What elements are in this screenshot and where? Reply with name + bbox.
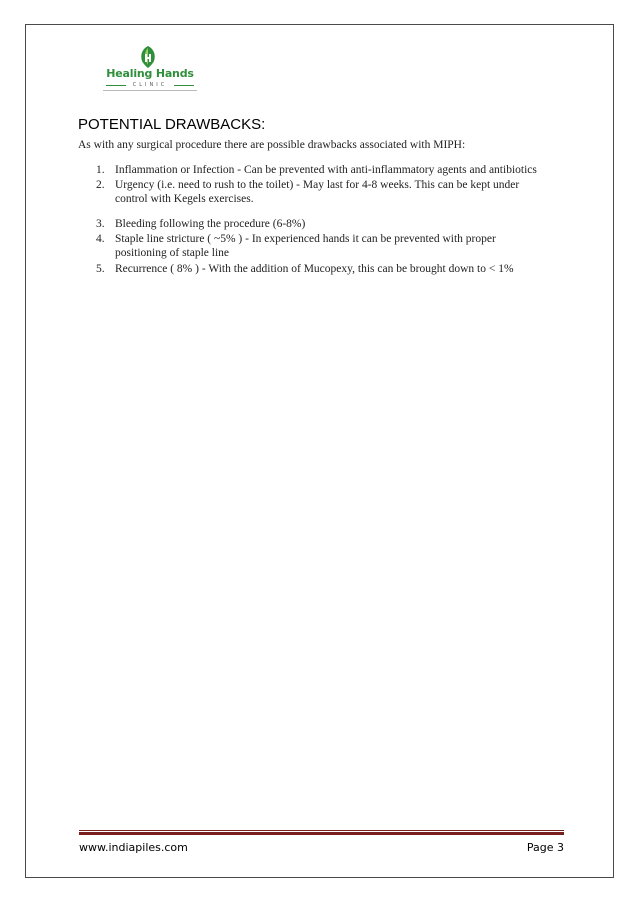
list-item-number: 5.: [96, 263, 105, 275]
list-item-number: 3.: [96, 218, 105, 230]
section-intro: As with any surgical procedure there are possible drawbacks associated with MIPH:: [78, 139, 466, 151]
list-item-text: [115, 217, 575, 231]
list-item-text: [115, 262, 575, 276]
list-item-line: Staple line stricture ( ~5% ) - In experienced hands it can be prevented with proper: [115, 233, 496, 245]
list-item-text: [115, 163, 575, 177]
list-item-number: 1.: [96, 164, 105, 176]
list-item-line: Bleeding following the procedure (6-8%): [115, 218, 306, 230]
list-item-text: [115, 232, 575, 260]
page-border: [25, 24, 614, 878]
list-item-line: control with Kegels exercises.: [115, 193, 254, 205]
logo-subtitle: CLINIC: [132, 82, 168, 88]
list-item-line: Urgency (i.e. need to rush to the toilet) - May last for 4-8 weeks. This can be kept under: [115, 179, 520, 191]
list-item-number: 2.: [96, 179, 105, 191]
logo-rule-right: [174, 85, 194, 86]
footer-rule-thick: [79, 832, 564, 835]
footer-website: www.indiapiles.com: [79, 841, 188, 854]
section-heading: POTENTIAL DRAWBACKS:: [78, 116, 266, 133]
footer-rule: [79, 830, 564, 831]
clinic-logo: [100, 45, 200, 93]
logo-tagline-rule: [103, 90, 197, 91]
list-item-text: [115, 178, 575, 206]
list-item-line: Recurrence ( 8% ) - With the addition of Mucopexy, this can be brought down to < 1%: [115, 263, 514, 275]
logo-title: Healing Hands: [106, 67, 194, 80]
list-item-line: positioning of staple line: [115, 247, 230, 259]
page-number: Page 3: [526, 841, 564, 854]
list-item-number: 4.: [96, 233, 105, 245]
leaf-hand-icon: [136, 45, 160, 69]
list-item-line: Inflammation or Infection - Can be prevented with anti-inflammatory agents and antibiotics: [115, 164, 537, 176]
